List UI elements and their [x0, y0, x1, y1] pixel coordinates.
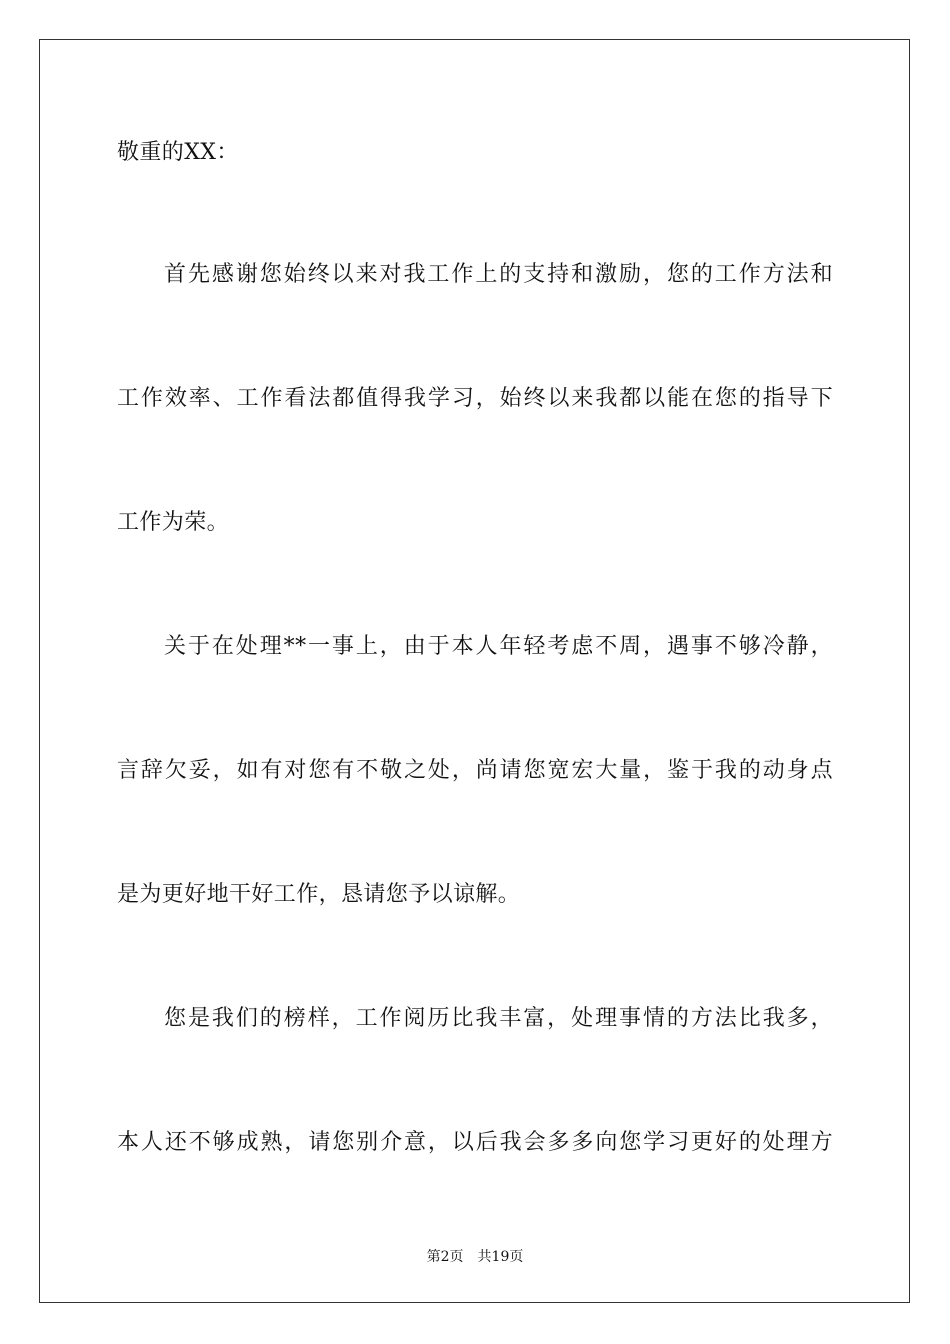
- page-total: 共19页: [477, 1249, 524, 1265]
- paragraph-line: 是为更好地干好工作，恳请您予以谅解。: [117, 882, 521, 907]
- paragraph-line: 言辞欠妥，如有对您有不敬之处，尚请您宽宏大量，鉴于我的动身点: [117, 758, 833, 783]
- paragraph-line: 关于在处理**一事上，由于本人年轻考虑不周，遇事不够冷静，: [164, 634, 833, 659]
- salutation: 敬重的XX：: [117, 140, 239, 165]
- page-number: 第2页: [426, 1249, 464, 1265]
- page-border: [39, 39, 910, 1303]
- paragraph-line: 本人还不够成熟，请您别介意，以后我会多多向您学习更好的处理方: [117, 1130, 833, 1155]
- page-footer: [0, 1247, 950, 1267]
- paragraph-line: 工作为荣。: [117, 510, 230, 535]
- paragraph-line: 您是我们的榜样，工作阅历比我丰富，处理事情的方法比我多，: [164, 1006, 833, 1031]
- paragraph-line: 首先感谢您始终以来对我工作上的支持和激励，您的工作方法和: [164, 262, 833, 287]
- paragraph-line: 工作效率、工作看法都值得我学习，始终以来我都以能在您的指导下: [117, 386, 833, 411]
